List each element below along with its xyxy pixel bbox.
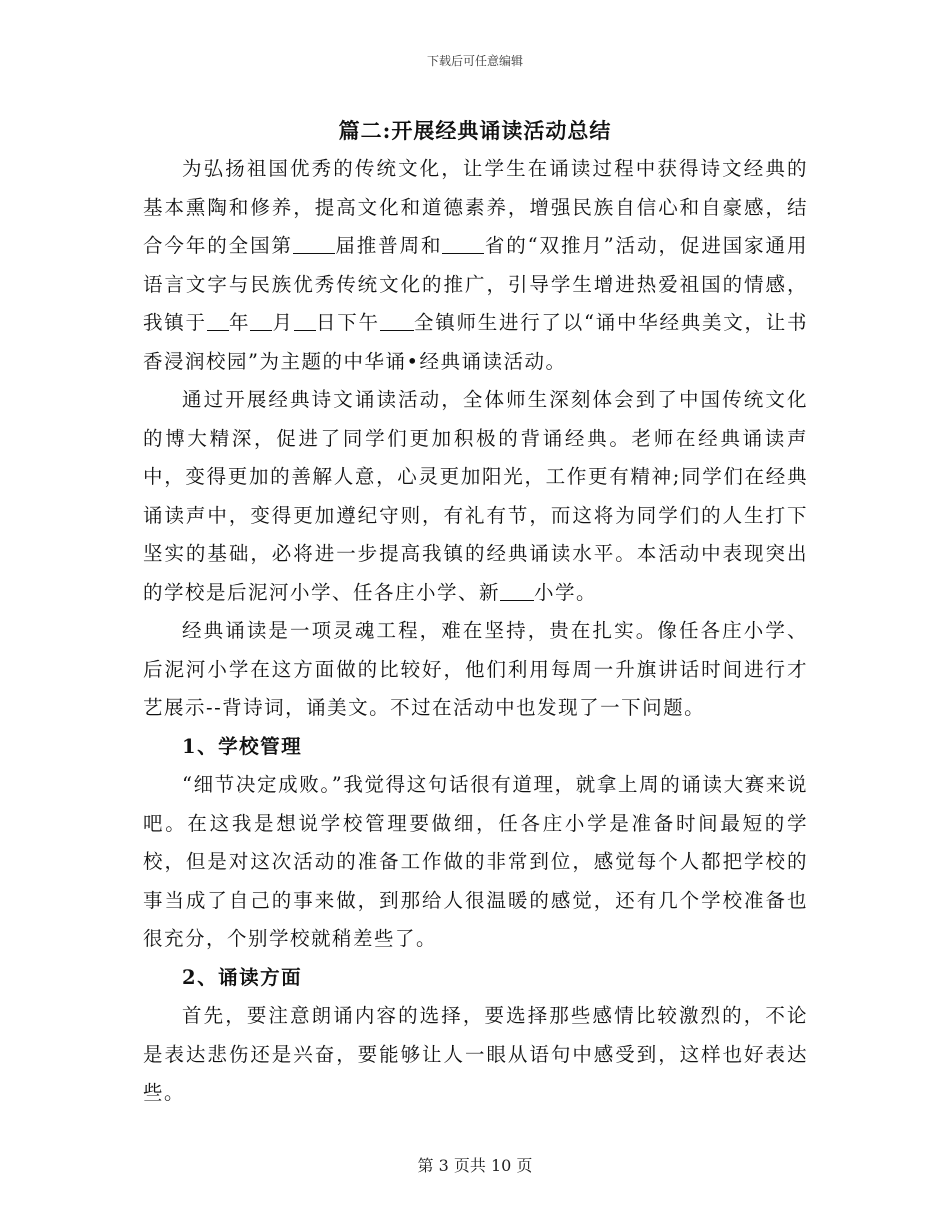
fill-blank: [442, 234, 484, 255]
document-body: [143, 150, 808, 1113]
paragraph-intro: [143, 150, 808, 381]
paragraph-school-management: “细节决定成败。”我觉得这句话很有道理，就拿上周的诵读大赛来说吧。在这我是想说学校管理要做细，任各庄小学是准备时间最短的学校，但是对这次活动的准备工作做的非常到位，感觉每个人都把学校的事当成了自己的事来做，到那给人很温暖的感觉，还有几个学校准备也很充分，个别学校就稍差些了。: [143, 773, 808, 950]
paragraph-text: 日下午: [315, 311, 380, 334]
paragraph-text: 全镇师生进行了以“诵中华经典美文，让书香浸润校园”为主题的中华诵•经典诵读活动。: [143, 311, 808, 373]
paragraph-results: [143, 381, 808, 612]
fill-blank: [250, 311, 272, 332]
section-heading-school-management: 1、学校管理: [182, 734, 303, 758]
section-heading-recitation: 2、诵读方面: [182, 965, 303, 989]
paragraph-text: 为弘扬祖国优秀的传统文化，让学生在诵读过程中获得诗文经典的基本熏陶和修养，提高文化和道德素养，增强民族自信心和自豪感，结合今年的全国第: [143, 157, 808, 257]
fill-blank: [207, 311, 229, 332]
page-number: 第 3 页共 10 页: [417, 1156, 533, 1175]
paragraph-text: 月: [272, 311, 294, 334]
paragraph-text: 届推普周和: [334, 234, 443, 257]
fill-blank: [294, 311, 316, 332]
paragraph-text: 年: [228, 311, 251, 334]
paragraph-observations: 经典诵读是一项灵魂工程，难在坚持，贵在扎实。像任各庄小学、后泥河小学在这方面做的比较好，他们利用每周一升旗讲话时间进行才艺展示--背诗词，诵美文。不过在活动中也发现了一下问题。: [143, 619, 808, 719]
fill-blank: [380, 311, 414, 332]
fill-blank: [500, 580, 534, 601]
document-title: 篇二:开展经典诵读活动总结: [338, 118, 612, 143]
paragraph-text: 省的“双推月”活动，促进国家通用语言文字与民族优秀传统文化的推广，引导学生增进热爱祖国的情感，我镇于: [143, 234, 808, 334]
paragraph-text: 通过开展经典诗文诵读活动，全体师生深刻体会到了中国传统文化的博大精深，促进了同学们更加积极的背诵经典。老师在经典诵读声中，变得更加的善解人意，心灵更加阳光，工作更有精神;同学们在经典诵读声中，变得更加遵纪守则，有礼有节，而这将为同学们的人生打下坚实的基础，必将进一步提高我镇的经典诵读水平。本活动中表现突出的学校是后泥河小学、任各庄小学、新: [143, 388, 808, 604]
page-header-note: 下载后可任意编辑: [426, 54, 523, 68]
paragraph-recitation: 首先，要注意朗诵内容的选择，要选择那些感情比较激烈的，不论是表达悲伤还是兴奋，要能够让人一眼从语句中感受到，这样也好表达些。: [143, 1004, 808, 1104]
fill-blank: [293, 234, 335, 255]
paragraph-text: 小学。: [534, 580, 598, 604]
